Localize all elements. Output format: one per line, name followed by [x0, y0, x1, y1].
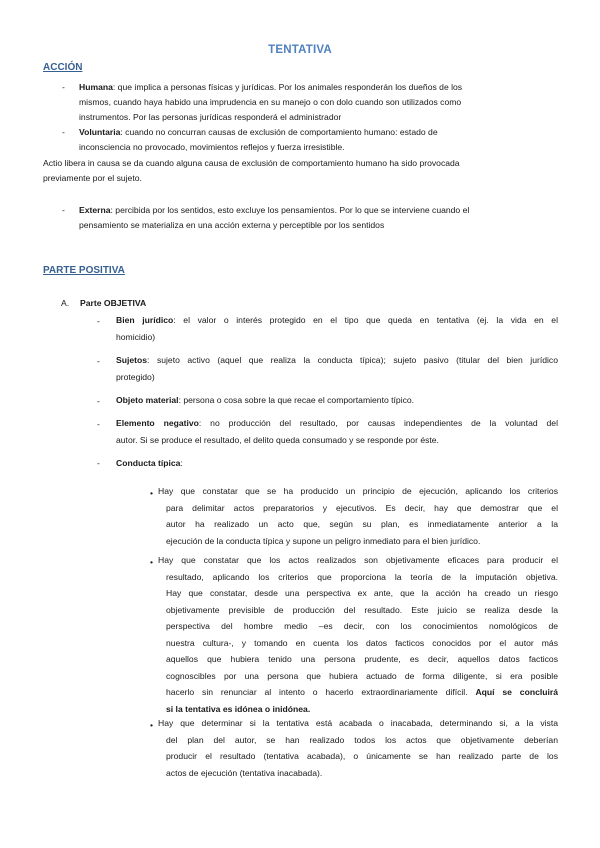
b2-line-7: aquellos que hubiera tenido una persona prudente, es decir, aquellos datos facticos	[166, 654, 558, 664]
b2-line-4: objetivamente previsible de producción del resultado. Este juicio se realiza desde la	[166, 604, 558, 615]
sujetos-block	[116, 353, 558, 386]
b2-line-9-normal: hacerlo sin renunciar al intento o hacerlo extraordinariamente difícil.	[166, 687, 476, 697]
humana-label: Humana	[79, 82, 113, 92]
bullet-marker: •	[150, 720, 154, 730]
bien-text-1: : el valor o interés protegido en el tipo que queda en tentativa (ej. la vida en el	[173, 315, 558, 325]
b2-line-3: Hay que constatar, desde una perspectiva ex ante, que la acción ha creado un riesgo	[166, 588, 558, 598]
elemento-line-1	[116, 416, 558, 433]
bullet-marker: •	[150, 557, 154, 567]
externa-text-1: : percibida por los sentidos, esto excluye los pensamientos. Por lo que se interviene cuando el	[110, 205, 470, 215]
conducta-label: Conducta típica	[116, 458, 181, 468]
b2-line-9	[158, 685, 558, 702]
humana-line-2: mismos, cuando haya habido una imprudencia en su manejo o con dolo cuando son utilizados como	[79, 97, 462, 107]
b2-line-8: cognoscibles por una persona que hubiera actuado de forma diligente, si era posible	[166, 670, 558, 681]
dash-marker: -	[97, 316, 100, 326]
dash-marker: -	[97, 458, 100, 468]
b2-line-10-bold: si la tentativa es idónea o inidónea.	[166, 703, 311, 714]
elemento-text-1: : no producción del resultado, por causas independientes de la voluntad del	[198, 418, 558, 428]
elemento-line-2: autor. Si se produce el resultado, el delito queda consumado y se responde por éste.	[116, 434, 439, 445]
voluntaria-text-1: : cuando no concurran causas de exclusión de comportamiento humano: estado de	[120, 127, 438, 137]
bullet-2-block	[158, 553, 558, 718]
voluntaria-line-1	[79, 126, 438, 138]
objeto-text-1: : persona o cosa sobre la que recae el comportamiento típico.	[178, 395, 415, 405]
dash-marker: -	[62, 82, 65, 92]
b2-line-2: resultado, aplicando los criterios que proporciona la teoría de la imputación objetiva.	[166, 571, 558, 582]
humana-line-1	[79, 81, 462, 93]
b3-line-1: Hay que determinar si la tentativa está acabada o inacabada, determinando si, a la vista	[158, 718, 558, 728]
sujetos-line-1	[116, 353, 558, 370]
b3-line-3: producir el resultado (tentativa acabada), o únicamente se han realizado parte de los	[166, 751, 558, 761]
sujetos-text-1: : sujeto activo (aquel que realiza la conducta típica); sujeto pasivo (titular del bien jurídico	[147, 355, 558, 365]
conducta-colon: :	[180, 458, 183, 468]
humana-text-1: : que implica a personas físicas y jurídicas. Por los animales responderán los dueños de los	[112, 82, 463, 92]
b2-line-1: Hay que constatar que los actos realizados son objetivamente eficaces para producir el	[158, 555, 558, 565]
humana-line-3: instrumentos. Por las personas jurídicas responderá el administrador	[79, 112, 342, 122]
parte-objetiva-label: Parte OBJETIVA	[80, 298, 147, 308]
b1-line-3: autor ha realizado un acto que, según su plan, es inmediatamente anterior a la	[166, 519, 558, 529]
heading-accion: ACCIÓN	[43, 62, 83, 73]
dash-marker: -	[97, 356, 100, 366]
externa-label: Externa	[79, 205, 111, 215]
bullet-marker: •	[150, 488, 154, 498]
b3-line-2: del plan del autor, se han realizado todos los actos que objetivamente deberían	[166, 734, 558, 745]
heading-parte-positiva: PARTE POSITIVA	[43, 265, 125, 276]
elemento-label: Elemento negativo	[116, 418, 199, 428]
bullet-1-block	[158, 484, 558, 550]
b2-line-6: nuestra cultura-, y tomando en cuenta los datos facticos conocidos por el autor más	[166, 637, 558, 648]
elemento-block	[116, 416, 558, 449]
externa-line-1	[79, 204, 469, 216]
actio-line-2: previamente por el sujeto.	[43, 173, 142, 183]
bien-label: Bien jurídico	[116, 315, 174, 325]
b3-line-4: actos de ejecución (tentativa inacabada).	[166, 767, 323, 778]
objeto-label: Objeto material	[116, 395, 179, 405]
b2-line-9-bold: Aquí se concluirá	[475, 687, 558, 697]
actio-line-1: Actio libera in causa se da cuando alguna causa de exclusión de comportamiento humano ha sido provocada	[43, 158, 460, 168]
objeto-block	[116, 393, 558, 410]
voluntaria-line-2: inconsciencia no provocado, movimientos reflejos y fuerza irresistible.	[79, 142, 345, 152]
marker-a: A.	[61, 298, 70, 308]
bien-juridico-block	[116, 313, 558, 346]
bullet-3-block	[158, 716, 558, 782]
externa-line-2: pensamiento se materializa en una acción externa y perceptible por los sentidos	[79, 220, 385, 230]
b1-line-2: para delimitar actos preparatorios y ejecutivos. Es decir, hay que demostrar que el	[166, 502, 558, 513]
objeto-line-1	[116, 393, 558, 410]
dash-marker: -	[62, 205, 65, 215]
conducta-line	[116, 457, 183, 469]
b1-line-4: ejecución de la conducta típica y supone un peligro inmediato para el bien jurídico.	[166, 535, 481, 546]
sujetos-label: Sujetos	[116, 355, 148, 365]
dash-marker: -	[97, 396, 100, 406]
sujetos-line-2: protegido)	[116, 371, 155, 382]
bien-line-2: homicidio)	[116, 331, 156, 342]
dash-marker: -	[97, 419, 100, 429]
voluntaria-label: Voluntaria	[79, 127, 121, 137]
page-title: TENTATIVA	[268, 44, 332, 56]
b1-line-1: Hay que constatar que se ha producido un principio de ejecución, aplicando los criterios	[158, 486, 558, 496]
dash-marker: -	[62, 127, 65, 137]
bien-line-1	[116, 313, 558, 330]
b2-line-5: perspectiva del hombre medio –es decir, con los conocimientos nomológicos de	[166, 621, 558, 631]
